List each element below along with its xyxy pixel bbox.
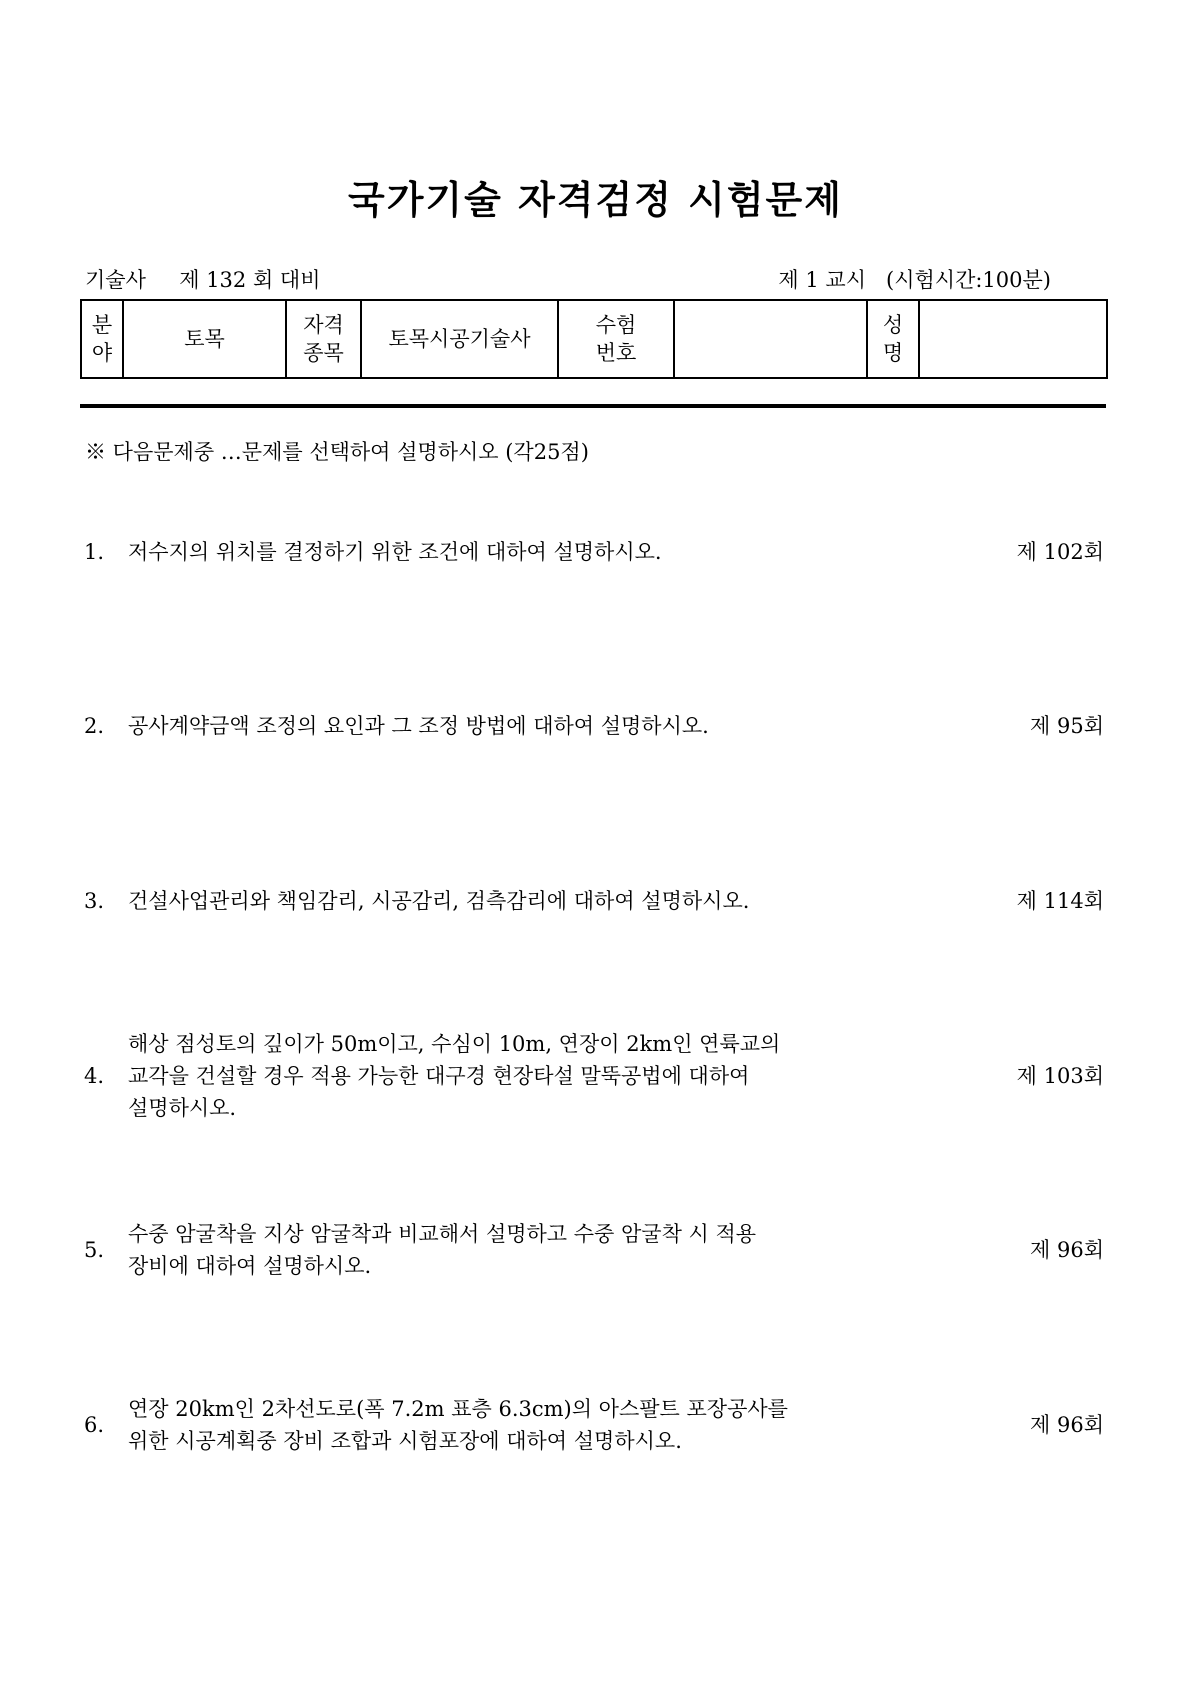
question-number: 4. — [84, 1064, 105, 1088]
question-item — [80, 1028, 1106, 1124]
question-line: 교각을 건설할 경우 적용 가능한 대구경 현장타설 말뚝공법에 대하여 — [128, 1064, 750, 1088]
field-value: 토목 — [123, 300, 286, 378]
question-round: 제 96회 — [1030, 1413, 1104, 1437]
question-number: 2. — [84, 714, 105, 738]
section-divider — [80, 404, 1106, 408]
question-line: 설명하시오. — [128, 1096, 237, 1120]
question-text — [128, 1028, 1008, 1124]
question-item — [80, 1218, 1106, 1282]
question-line: 저수지의 위치를 결정하기 위한 조건에 대하여 설명하시오. — [128, 540, 662, 564]
page-title: 국가기술 자격검정 시험문제 — [348, 178, 843, 222]
question-line: 수중 암굴착을 지상 암굴착과 비교해서 설명하고 수중 암굴착 시 적용 — [128, 1222, 757, 1246]
question-line: 공사계약금액 조정의 요인과 그 조정 방법에 대하여 설명하시오. — [128, 714, 709, 738]
question-line: 건설사업관리와 책임감리, 시공감리, 검측감리에 대하여 설명하시오. — [128, 889, 750, 913]
question-item — [80, 536, 1106, 568]
question-item — [80, 885, 1106, 917]
question-number: 1. — [84, 540, 105, 564]
name-field[interactable] — [919, 300, 1107, 378]
question-line: 위한 시공계획중 장비 조합과 시험포장에 대하여 설명하시오. — [128, 1429, 682, 1453]
question-number: 3. — [84, 889, 105, 913]
question-round: 제 96회 — [1030, 1238, 1104, 1262]
header-exam-info: 기술사 제 132 회 대비 — [85, 268, 321, 292]
name-label: 성 명 — [867, 300, 919, 378]
qualification-value: 토목시공기술사 — [361, 300, 558, 378]
question-item — [80, 710, 1106, 742]
question-round: 제 114회 — [1016, 889, 1104, 913]
question-number: 6. — [84, 1413, 105, 1437]
question-text — [128, 1393, 1008, 1457]
field-label: 분 야 — [81, 300, 123, 378]
question-line: 해상 점성토의 깊이가 50m이고, 수심이 10m, 연장이 2km인 연륙교의 — [128, 1032, 781, 1056]
question-line: 장비에 대하여 설명하시오. — [128, 1254, 372, 1278]
info-table — [80, 299, 1108, 379]
exam-number-label: 수험 번호 — [558, 300, 674, 378]
question-text — [128, 536, 1008, 568]
question-line: 연장 20km인 2차선도로(폭 7.2m 표층 6.3cm)의 아스팔트 포장공사를 — [128, 1397, 788, 1421]
question-text — [128, 710, 1008, 742]
question-number: 5. — [84, 1238, 105, 1262]
question-round: 제 103회 — [1016, 1064, 1104, 1088]
instruction-text: ※ 다음문제중 …문제를 선택하여 설명하시오 (각25점) — [85, 440, 589, 464]
exam-number-field[interactable] — [674, 300, 867, 378]
question-text — [128, 885, 1008, 917]
question-item — [80, 1393, 1106, 1457]
question-text — [128, 1218, 1008, 1282]
header-session-info: 제 1 교시 (시험시간:100분) — [778, 268, 1051, 292]
question-round: 제 95회 — [1030, 714, 1104, 738]
qualification-label: 자격 종목 — [286, 300, 361, 378]
question-round: 제 102회 — [1016, 540, 1104, 564]
